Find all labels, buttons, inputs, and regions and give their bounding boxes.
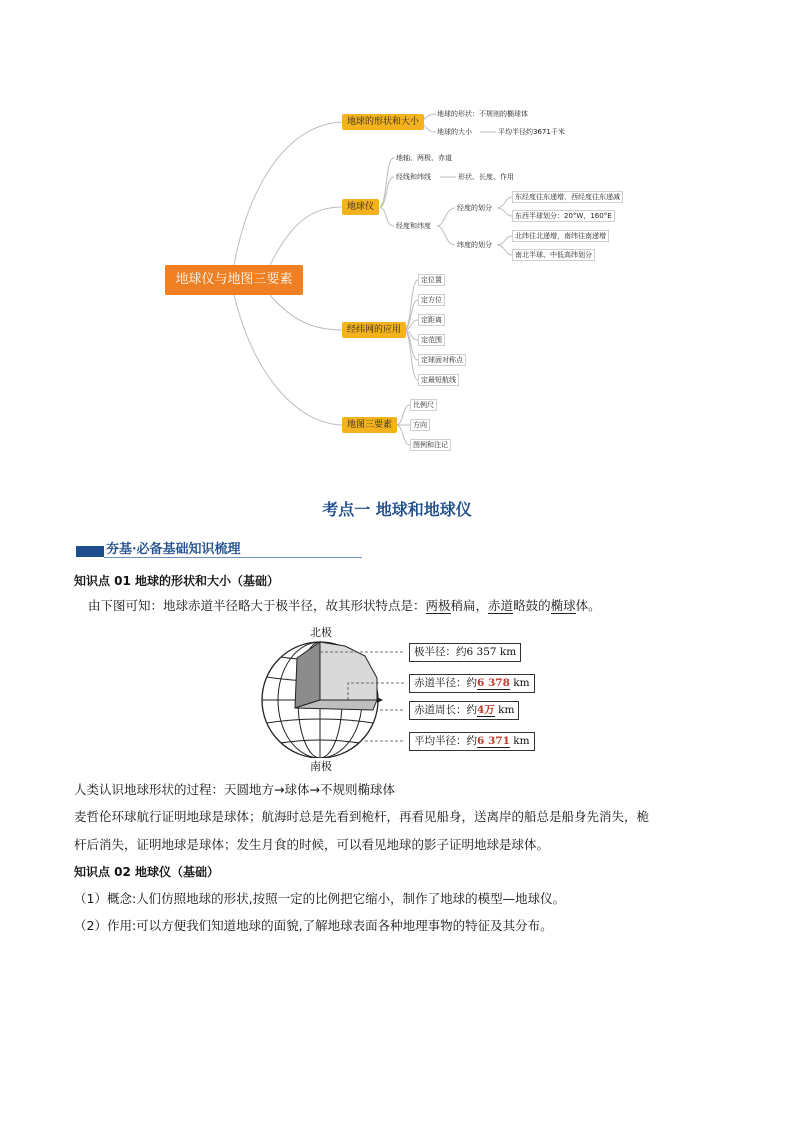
kp1-title: 知识点 01 地球的形状和大小（基础） bbox=[74, 574, 280, 588]
mean-radius-label: 平均半径：约6 371 km bbox=[409, 732, 535, 751]
mindmap-leaf-grid-item: 定球面对称点 bbox=[418, 354, 466, 366]
globe-diagram bbox=[255, 638, 405, 758]
banner-title: 夯基·必备基础知识梳理 bbox=[106, 542, 241, 557]
mindmap-leaf-grid-item: 定最短航线 bbox=[418, 374, 459, 386]
mindmap-root: 地球仪与地图三要素 bbox=[165, 265, 303, 295]
mindmap-leaf-grid-item: 定方位 bbox=[418, 294, 445, 306]
mindmap-leaf-lon-2: 东西半球划分：20°W，160°E bbox=[512, 210, 615, 222]
mindmap-leaf-lat-div: 纬度的划分 bbox=[457, 241, 492, 249]
mindmap-leaf-grid-item: 定范围 bbox=[418, 334, 445, 346]
mindmap-leaf-lat-1: 北纬往北递增，南纬往南递增 bbox=[512, 230, 609, 242]
evidence-line-1: 麦哲伦环球航行证明地球是球体；航海时总是先看到桅杆，再看见船身，送离岸的船总是船身先消失，桅 bbox=[74, 809, 650, 824]
equator-circumference-label: 赤道周长：约4万 km bbox=[409, 701, 519, 720]
mindmap-leaf-grid-item: 定位置 bbox=[418, 274, 445, 286]
kp2-title: 知识点 02 地球仪（基础） bbox=[74, 865, 220, 879]
polar-radius-label: 极半径：约6 357 km bbox=[409, 643, 521, 662]
north-pole-label: 北极 bbox=[310, 626, 332, 639]
mindmap-leaf-size-value: 平均半径约3671千米 bbox=[498, 128, 565, 136]
mindmap-node-globe: 地球仪 bbox=[342, 199, 379, 215]
mindmap-node-grid-use: 经纬网的应用 bbox=[342, 322, 406, 338]
mindmap-leaf-size: 地球的大小 bbox=[437, 128, 472, 136]
equatorial-radius-label: 赤道半径：约6 378 km bbox=[409, 674, 535, 693]
section-title: 考点一 地球和地球仪 bbox=[322, 500, 472, 519]
mindmap-leaf-map-item: 图例和注记 bbox=[410, 439, 451, 451]
south-pole-label: 南极 bbox=[310, 760, 332, 773]
mindmap-connectors bbox=[0, 0, 794, 470]
history-line: 人类认识地球形状的过程：天圆地方→球体→不规则椭球体 bbox=[74, 782, 395, 797]
mindmap-leaf-lon-div: 经度的划分 bbox=[457, 204, 492, 212]
mindmap-leaf-lat-2: 南北半球、中低高纬划分 bbox=[512, 249, 595, 261]
mindmap-leaf-map-item: 方向 bbox=[410, 419, 430, 431]
mindmap-leaf-lonlat: 经度和纬度 bbox=[396, 222, 431, 230]
mindmap-leaf-lon-1: 东经度往东递增，西经度往东递减 bbox=[512, 191, 623, 203]
mindmap-leaf-lines: 经线和纬线 bbox=[396, 173, 431, 181]
kp2-function: （2）作用:可以方便我们知道地球的面貌,了解地球表面各种地理事物的特征及其分布。 bbox=[74, 918, 553, 933]
mindmap-node-shape-size: 地球的形状和大小 bbox=[342, 114, 424, 130]
mindmap-leaf-lines-detail: 形状、长度、作用 bbox=[458, 173, 514, 181]
evidence-line-2: 杆后消失，证明地球是球体；发生月食的时候，可以看见地球的影子证明地球是球体。 bbox=[74, 837, 550, 852]
mindmap-leaf-map-item: 比例尺 bbox=[410, 399, 437, 411]
mindmap-leaf-grid-item: 定距离 bbox=[418, 314, 445, 326]
kp1-paragraph: 由下图可知：地球赤道半径略大于极半径，故其形状特点是：两极稍扁，赤道略鼓的椭球体。 bbox=[88, 598, 601, 613]
mindmap-node-map-elements: 地图三要素 bbox=[342, 417, 397, 433]
mindmap-leaf-shape: 地球的形状：不规则的椭球体 bbox=[437, 110, 528, 118]
mindmap-leaf-axis: 地轴、两极、赤道 bbox=[396, 154, 452, 162]
banner-bar bbox=[76, 546, 104, 557]
kp2-concept: （1）概念:人们仿照地球的形状,按照一定的比例把它缩小，制作了地球的模型—地球仪。 bbox=[74, 891, 566, 906]
banner-underline bbox=[104, 557, 362, 558]
